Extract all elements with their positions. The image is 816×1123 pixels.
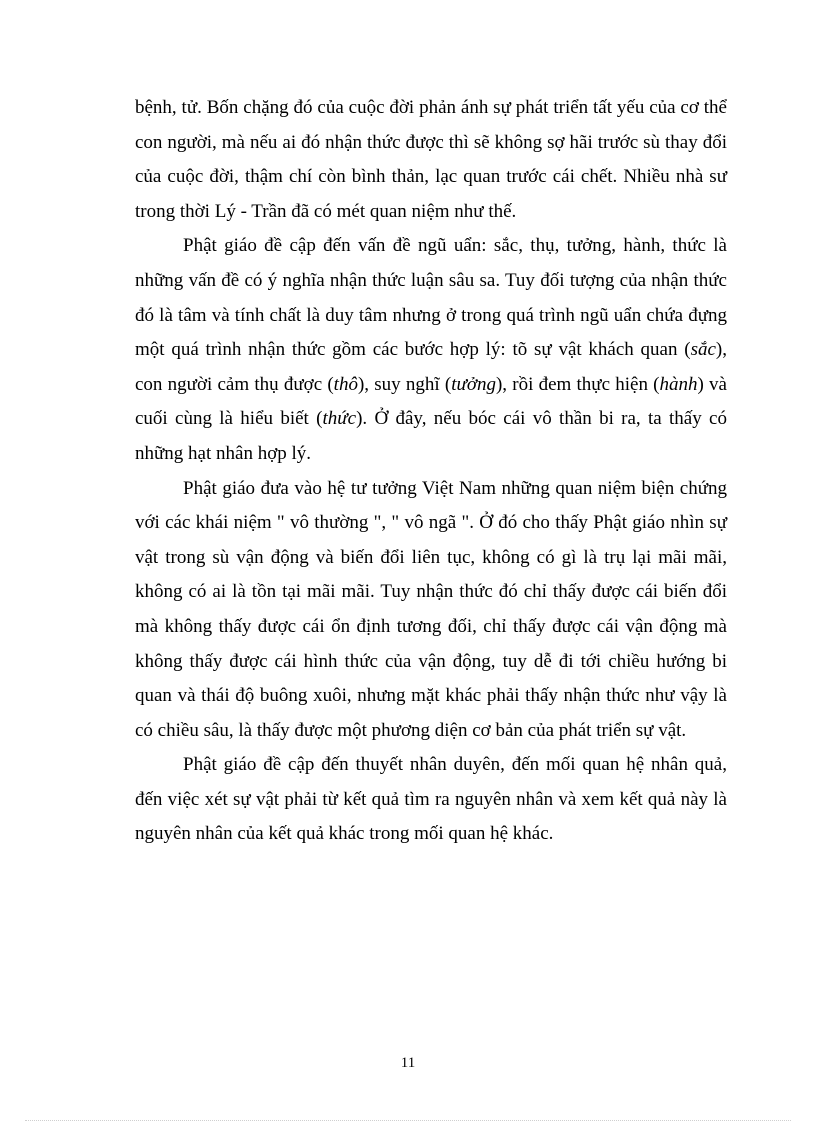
page-number: 11 bbox=[400, 1055, 416, 1071]
text-run: ) và cuối cùng là hiểu biết ( bbox=[135, 373, 727, 430]
italic-term: tưởng bbox=[451, 373, 496, 395]
text-run: ). Ở đây, nếu bóc cái vô thần bi ra, ta thấy có những hạt nhân hợp lý. bbox=[135, 408, 727, 464]
paragraph bbox=[135, 91, 727, 229]
italic-term: hành bbox=[659, 373, 698, 395]
text-run: ), rồi đem thực hiện ( bbox=[495, 373, 660, 395]
text-run: Phật giáo đề cập đến vấn đề ngũ uẩn: sắc, thụ, tưởng, hành, thức là những vấn đề có ý nghĩa nhận thức luận sâu sa. Tuy đối tượng của nhận thức đó là tâm và tính chất là duy tâm nhưng ở trong quá trình ngũ uẩn chứa đựng một quá trình nhận thức gồm các bước hợp lý: tõ sự vật khách quan ( bbox=[135, 235, 727, 361]
paragraph bbox=[135, 748, 727, 852]
page-bottom-border bbox=[25, 1120, 791, 1121]
text-run: bệnh, tử. Bốn chặng đó của cuộc đời phản ánh sự phát triển tất yếu của cơ thể con người, mà nếu ai đó nhận thức được thì sẽ không sợ hãi trước sù thay đổi của cuộc đời, thậm chí còn bình thản, lạc quan trước cái chết. Nhiều nhà sư trong thời Lý - Trần đã có mét quan niệm như thế. bbox=[135, 97, 727, 222]
text-run: Phật giáo đưa vào hệ tư tưởng Việt Nam những quan niệm biện chứng với các khái niệm " vô thường ", " vô ngã ". Ở đó cho thấy Phật giáo nhìn sự vật trong sù vận động và biến đổi liên tục, không có gì là trụ lại mãi mãi, không có ai là tồn tại mãi mãi. Tuy nhận thức đó chỉ thấy được cái biến đổi mà không thấy được cái ổn định tương đối, chỉ thấy được cái vận động mà không thấy được cái hình thức của vận động, tuy dễ đi tới chiều hướng bi quan và thái độ buông xuôi, nhưng mặt khác phải thấy nhận thức như vậy là có chiều sâu, là thấy được một phương diện cơ bản của phát triển sự vật. bbox=[135, 477, 727, 741]
paragraph bbox=[135, 229, 727, 471]
text-run: ), suy nghĩ ( bbox=[357, 373, 452, 395]
italic-term: thô bbox=[333, 373, 358, 395]
italic-term: thức bbox=[322, 408, 357, 430]
text-run: ), con người cảm thụ được ( bbox=[135, 339, 727, 395]
text-run: Phật giáo đề cập đến thuyết nhân duyên, đến mối quan hệ nhân quả, đến việc xét sự vật phải từ kết quả tìm ra nguyên nhân và xem kết quả này là nguyên nhân của kết quả khác trong mối quan hệ khác. bbox=[135, 754, 727, 845]
italic-term: sắc bbox=[690, 339, 716, 361]
body-text bbox=[135, 91, 727, 852]
paragraph bbox=[135, 472, 727, 749]
